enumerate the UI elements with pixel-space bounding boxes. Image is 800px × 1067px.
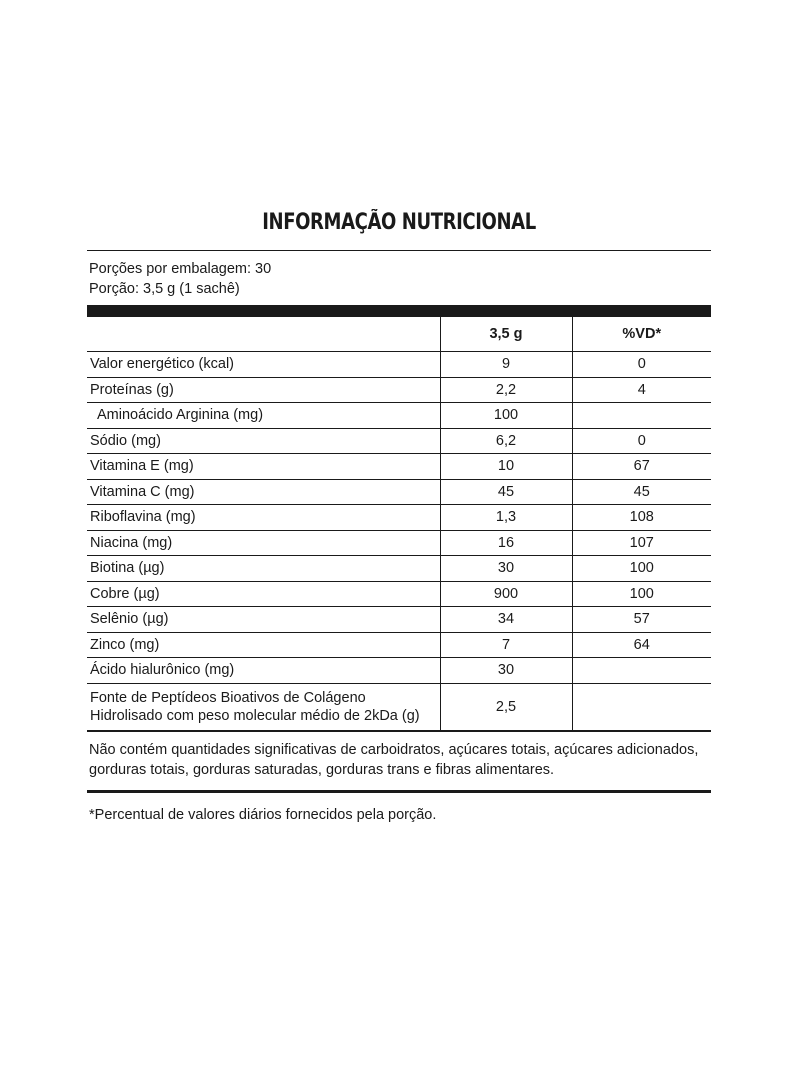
nutrient-amount: 30 [440, 658, 572, 684]
nutrient-dv [572, 658, 711, 684]
nutrient-dv: 45 [572, 479, 711, 505]
table-row [87, 683, 711, 730]
nutrient-dv [572, 683, 711, 730]
nutrient-amount: 100 [440, 403, 572, 429]
serving-info [87, 251, 711, 305]
nutrient-name: Sódio (mg) [87, 428, 440, 454]
nutrient-amount: 6,2 [440, 428, 572, 454]
table-row [87, 352, 711, 378]
amount-column-header: 3,5 g [440, 317, 572, 352]
nutrient-name: Fonte de Peptídeos Bioativos de Colágeno Hidrolisado com peso molecular médio de 2kDa (g) [87, 683, 440, 730]
dv-footnote: *Percentual de valores diários fornecidos pela porção. [89, 806, 437, 823]
servings-per-package: Porções por embalagem: 30 [89, 261, 272, 277]
nutrient-name: Cobre (µg) [87, 581, 440, 607]
nutrient-name: Vitamina E (mg) [87, 454, 440, 480]
table-row [87, 428, 711, 454]
nutrient-column-header [87, 317, 440, 352]
table-row [87, 505, 711, 531]
nutrient-dv: 57 [572, 607, 711, 633]
nutrient-amount: 30 [440, 556, 572, 582]
nutrient-name: Valor energético (kcal) [87, 352, 440, 378]
nutrient-dv: 100 [572, 581, 711, 607]
table-row [87, 530, 711, 556]
nutrient-name: Riboflavina (mg) [87, 505, 440, 531]
nutrient-dv: 107 [572, 530, 711, 556]
table-row [87, 377, 711, 403]
nutrient-dv: 0 [572, 352, 711, 378]
nutrient-dv [572, 403, 711, 429]
nutrient-name: Ácido hialurônico (mg) [87, 658, 440, 684]
nutrient-dv: 67 [572, 454, 711, 480]
nutrient-name: Niacina (mg) [87, 530, 440, 556]
nutrient-name: Biotina (µg) [87, 556, 440, 582]
nutrient-name: Selênio (µg) [87, 607, 440, 633]
table-header-row [87, 317, 711, 352]
table-row [87, 632, 711, 658]
table-row [87, 403, 711, 429]
nutrient-dv: 108 [572, 505, 711, 531]
nutrition-facts-label [87, 208, 711, 837]
nutrient-dv: 64 [572, 632, 711, 658]
nutrition-table [87, 317, 711, 731]
nutrient-name: Proteínas (g) [87, 377, 440, 403]
disclaimer-text: Não contém quantidades significativas de carboidratos, açúcares totais, açúcares adicionados, gorduras totais, gorduras saturadas, gorduras trans e fibras alimentares. [89, 741, 699, 778]
nutrient-dv: 4 [572, 377, 711, 403]
serving-size: Porção: 3,5 g (1 sachê) [89, 281, 240, 297]
table-row [87, 479, 711, 505]
table-row [87, 556, 711, 582]
nutrient-amount: 9 [440, 352, 572, 378]
nutrient-amount: 34 [440, 607, 572, 633]
nutrient-amount: 2,2 [440, 377, 572, 403]
thick-divider [87, 305, 711, 317]
table-row [87, 581, 711, 607]
nutrient-dv: 100 [572, 556, 711, 582]
nutrient-amount: 1,3 [440, 505, 572, 531]
nutrient-name: Vitamina C (mg) [87, 479, 440, 505]
nutrient-name: Aminoácido Arginina (mg) [87, 403, 440, 429]
nutrient-dv: 0 [572, 428, 711, 454]
nutrient-amount: 7 [440, 632, 572, 658]
table-row [87, 454, 711, 480]
nutrient-amount: 10 [440, 454, 572, 480]
nutrient-amount: 2,5 [440, 683, 572, 730]
nutrient-amount: 16 [440, 530, 572, 556]
table-row [87, 607, 711, 633]
nutrient-amount: 900 [440, 581, 572, 607]
dv-column-header: %VD* [572, 317, 711, 352]
label-title: INFORMAÇÃO NUTRICIONAL [262, 210, 536, 235]
table-row [87, 658, 711, 684]
nutrient-name: Zinco (mg) [87, 632, 440, 658]
nutrient-amount: 45 [440, 479, 572, 505]
